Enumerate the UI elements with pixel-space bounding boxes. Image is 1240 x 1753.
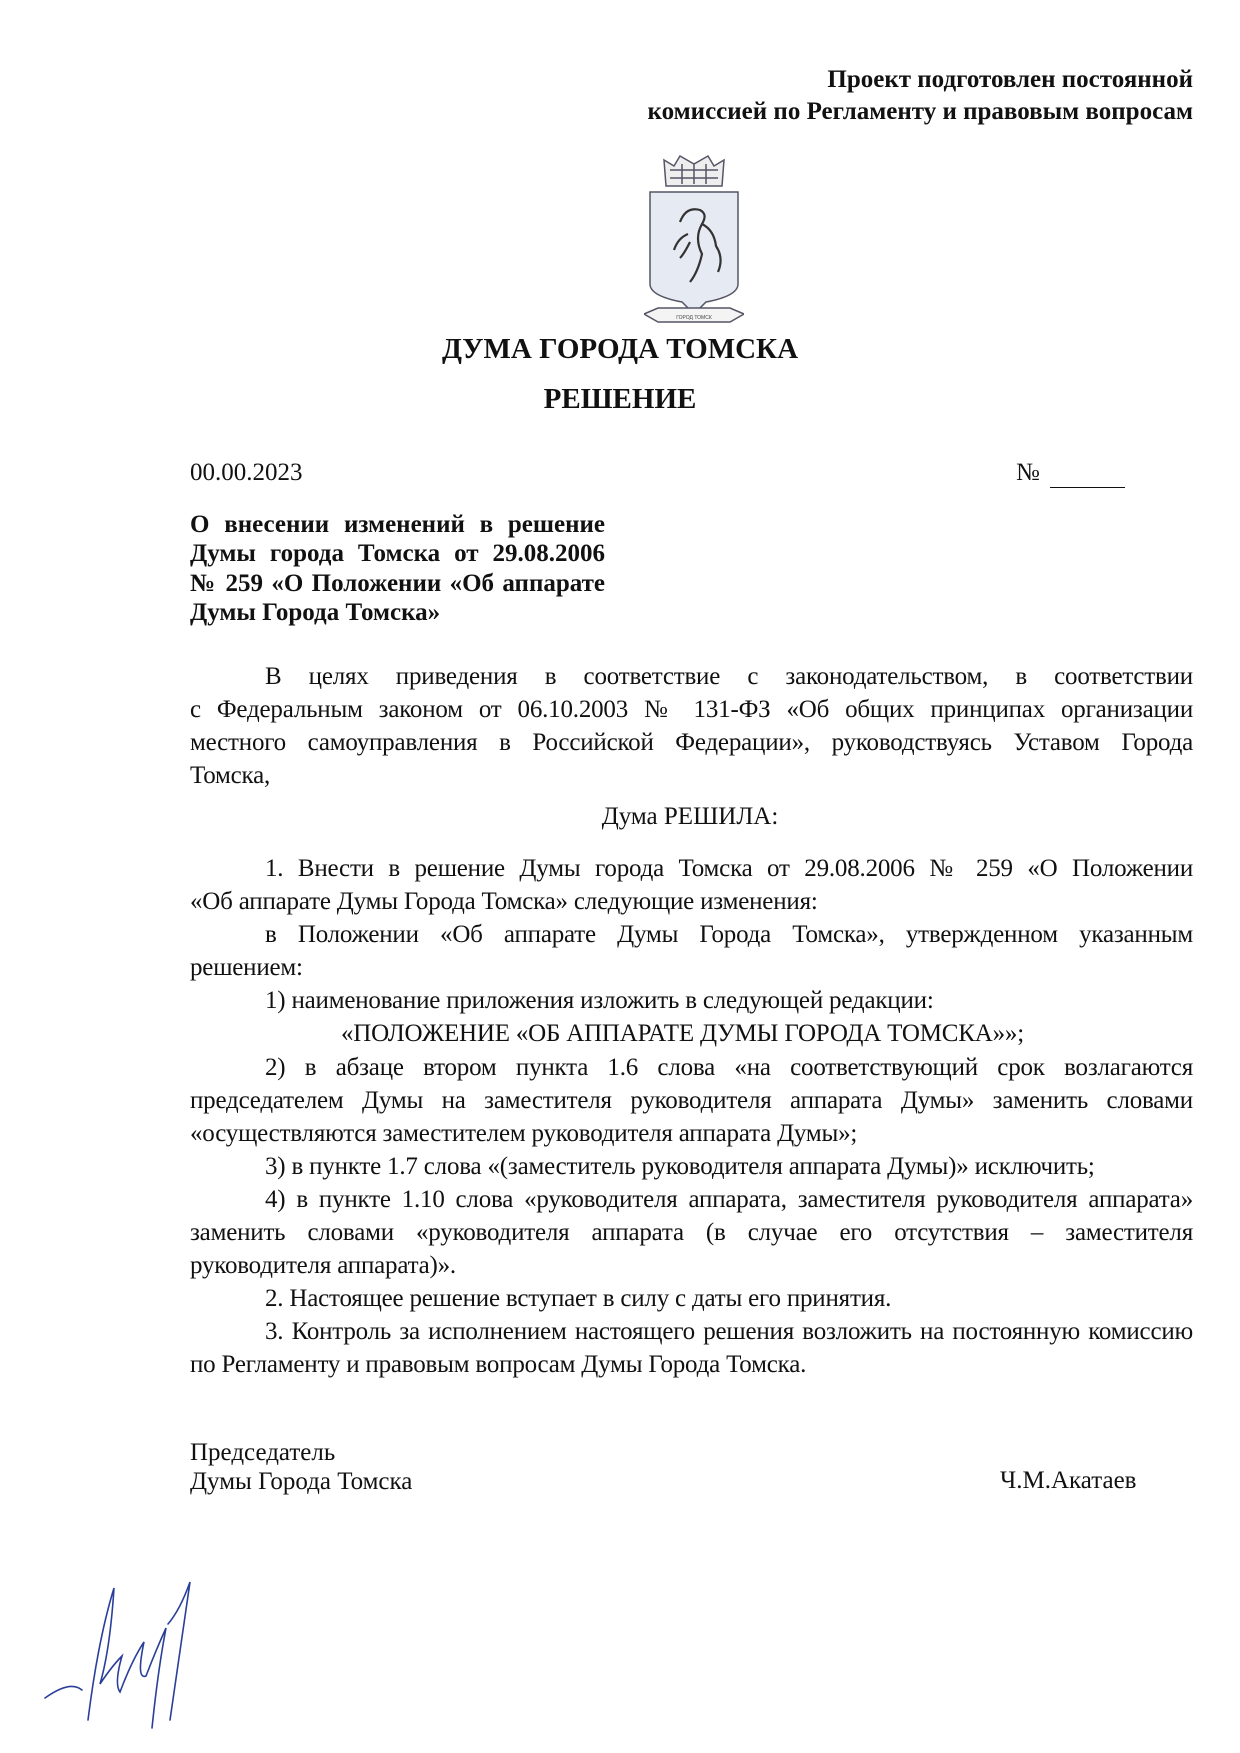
document-type: РЕШЕНИЕ xyxy=(543,383,697,415)
signatory-position-line-1: Председатель xyxy=(190,1439,336,1466)
resolution-body xyxy=(190,852,1193,1382)
document-subject xyxy=(190,510,605,627)
body-line: 4) в пункте 1.10 слова «руководителя аппарата, заместителя руководителя аппарата» xyxy=(265,1185,1193,1213)
body-line: 2. Настоящее решение вступает в силу с даты его принятия. xyxy=(265,1285,892,1313)
document-date: 00.00.2023 xyxy=(190,459,303,486)
body-line: «ПОЛОЖЕНИЕ «ОБ АППАРАТЕ ДУМЫ ГОРОДА ТОМСКА»»; xyxy=(341,1020,1024,1048)
preamble-line: Томска, xyxy=(190,762,271,790)
preamble-line: с Федеральным законом от 06.10.2003 № 131-ФЗ «Об общих принципах организации xyxy=(190,696,1193,724)
prepared-by-note xyxy=(648,64,1193,128)
subject-line: № 259 «О Положении «Об аппарате xyxy=(190,569,605,597)
body-line: решением: xyxy=(190,954,303,982)
council-title: ДУМА ГОРОДА ТОМСКА xyxy=(441,333,799,365)
body-line: председателем Думы на заместителя руководителя аппарата Думы» заменить словами xyxy=(190,1086,1193,1114)
handwritten-signature xyxy=(40,1580,210,1730)
number-blank xyxy=(1050,459,1125,488)
subject-line: Думы города Томска от 29.08.2006 xyxy=(190,540,605,568)
body-line: 2) в абзаце втором пункта 1.6 слова «на соответствующий срок возлагаются xyxy=(265,1053,1193,1081)
prepared-by-line-2: комиссией по Регламенту и правовым вопросам xyxy=(647,98,1193,125)
number-label: № xyxy=(1016,459,1040,486)
document-number xyxy=(1016,459,1125,488)
resolved-heading: Дума РЕШИЛА: xyxy=(601,803,779,830)
body-line: руководителя аппарата)». xyxy=(190,1252,456,1280)
preamble-paragraph xyxy=(190,660,1193,792)
body-line: в Положении «Об аппарате Думы Города Томска», утвержденном указанным xyxy=(265,921,1193,949)
preamble-line: В целях приведения в соответствие с законодательством, в соответствии xyxy=(265,663,1193,690)
body-line: 3) в пункте 1.7 слова «(заместитель руководителя аппарата Думы)» исключить; xyxy=(265,1152,1095,1180)
subject-line: Думы Города Томска» xyxy=(190,598,441,626)
signatory-name: Ч.М.Акатаев xyxy=(1000,1467,1137,1494)
body-line: заменить словами «руководителя аппарата (в случае его отсутствия – заместителя xyxy=(190,1219,1193,1247)
signatory-position-line-2: Думы Города Томска xyxy=(190,1468,413,1495)
body-line: «Об аппарате Думы Города Томска» следующие изменения: xyxy=(190,888,818,916)
emblem-ribbon-text: ГОРОД ТОМСК xyxy=(676,315,712,321)
coat-of-arms-emblem xyxy=(644,154,744,326)
prepared-by-line-1: Проект подготовлен постоянной xyxy=(827,66,1193,93)
body-line: 3. Контроль за исполнением настоящего решения возложить на постоянную комиссию xyxy=(265,1318,1193,1346)
subject-line: О внесении изменений в решение xyxy=(190,511,605,538)
preamble-line: местного самоуправления в Российской Федерации», руководствуясь Уставом Города xyxy=(190,729,1193,757)
body-line: 1) наименование приложения изложить в следующей редакции: xyxy=(265,987,934,1015)
body-line: по Регламенту и правовым вопросам Думы Города Томска. xyxy=(190,1351,807,1379)
body-line: 1. Внести в решение Думы города Томска от 29.08.2006 № 259 «О Положении xyxy=(265,855,1193,882)
body-line: «осуществляются заместителем руководителя аппарата Думы»; xyxy=(190,1119,858,1147)
signatory-position xyxy=(190,1438,412,1496)
